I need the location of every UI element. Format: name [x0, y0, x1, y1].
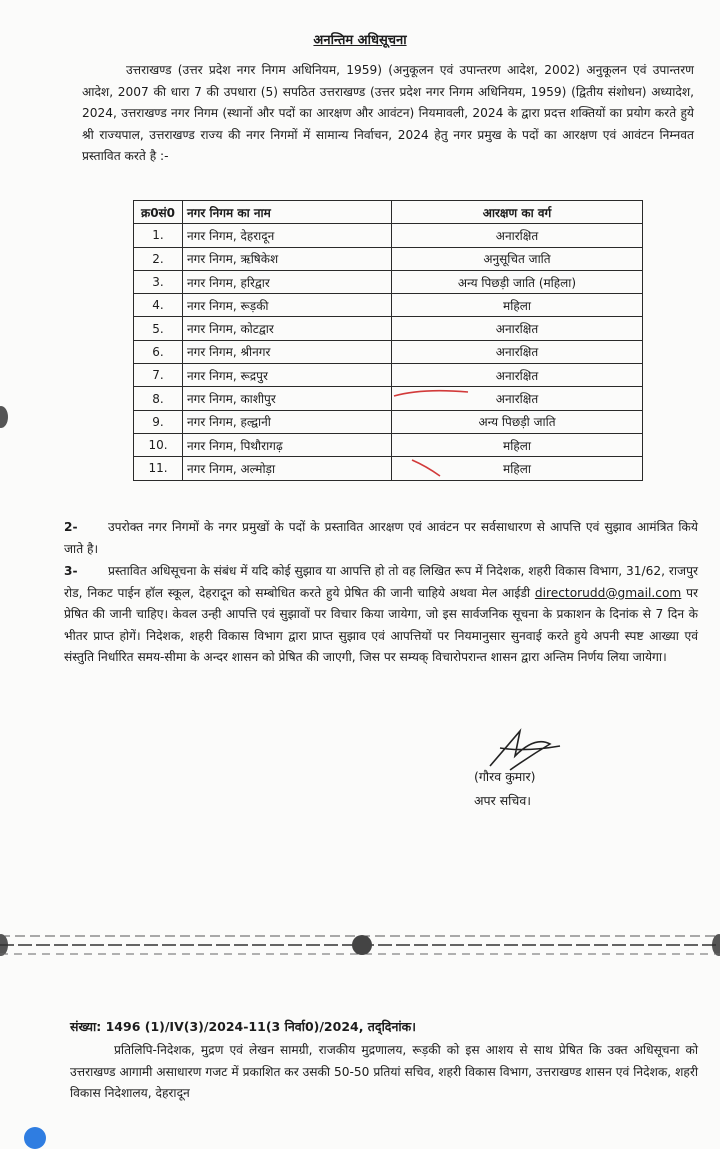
table-row [134, 270, 643, 293]
table-row [134, 433, 643, 456]
row-serial: 5. [134, 317, 183, 340]
paragraph-3-text-after: पर प्रेषित की जानी चाहिए। केवल उन्ही आपत्ति एवं सुझावों पर विचार किया जायेगा, जो इस सार्वजनिक सूचना के प्रकाशन के दिनांक से 7 दिन के भीतर प्राप्त होगें। निदेशक, शहरी विकास विभाग द्वारा प्राप्त सुझाव एवं आपत्तियों पर नियमानुसार सुनवाई करते हुये अपनी स्पष्ट आख्या एवं संस्तुति निर्धारित समय-सीमा के अन्दर शासन को प्रेषित की जाएगी, जिस पर सम्यक् विचारोपरान्त शासन द्वारा अन्तिम निर्णय लिया जायेगा। [64, 585, 699, 665]
row-name: नगर निगम, रूड़की [183, 294, 392, 317]
table-header-row [134, 201, 643, 224]
row-category: अनारक्षित [392, 364, 643, 387]
row-category: अनारक्षित [392, 340, 643, 363]
row-category: महिला [392, 457, 643, 480]
table-row [134, 317, 643, 340]
table-row [134, 224, 643, 247]
paragraph-3-number: 3- [64, 564, 78, 578]
row-name: नगर निगम, अल्मोड़ा [183, 457, 392, 480]
intro-paragraph: उत्तराखण्ड (उत्तर प्रदेश नगर निगम अधिनियम, 1959) (अनुकूलन एवं उपान्तरण आदेश, 2002) अनुकूलन एवं उपान्तरण आदेश, 2007 की धारा 7 की उपधारा (5) सपठित उत्तराखण्ड (उत्तर प्रदेश नगर निगम अधिनियम, 1959) (द्वितीय संशोधन) अध्यादेश, 2024, उत्तराखण्ड नगर निगम (स्थानों और पदों का आरक्षण और आवंटन) नियमावली, 2024 के द्वारा प्रदत्त शक्तियों का प्रयोग करते हुये श्री राज्यपाल, उत्तराखण्ड राज्य की नगर निगमों में सामान्य निर्वाचन, 2024 हेतु नगर प्रमुख के पदों का आरक्षण एवं आवंटन निम्नवत प्रस्तावित करते है :- [82, 63, 694, 164]
row-category: अन्य पिछड़ी जाति (महिला) [392, 270, 643, 293]
row-name: नगर निगम, कोटद्वार [183, 317, 392, 340]
row-name: नगर निगम, ऋषिकेश [183, 247, 392, 270]
table-row [134, 247, 643, 270]
row-serial: 1. [134, 224, 183, 247]
table-row [134, 340, 643, 363]
row-category: अनारक्षित [392, 387, 643, 410]
row-category: अनारक्षित [392, 317, 643, 340]
paragraph-3-text-before: प्रस्तावित अधिसूचना के संबंध में यदि कोई सुझाव या आपत्ति हो तो वह लिखित रूप में निदेशक, शहरी विकास विभाग, 31/62, राजपुर रोड, निकट पाईन हॉल स्कूल, देहरादून को सम्बोधित करते हुये प्रेषित की जानी चाहिये अथवा मेल आईडी [64, 564, 698, 600]
email-link[interactable]: directorudd@gmail.com [534, 585, 682, 600]
header-serial: क्र0सं0 [134, 201, 183, 224]
table-row [134, 410, 643, 433]
paragraph-2-number: 2- [64, 520, 78, 534]
row-serial: 2. [134, 247, 183, 270]
row-serial: 3. [134, 270, 183, 293]
row-name: नगर निगम, हल्द्वानी [183, 410, 392, 433]
header-category: आरक्षण का वर्ग [392, 201, 643, 224]
row-category: महिला [392, 294, 643, 317]
row-name: नगर निगम, पिथौरागढ़ [183, 433, 392, 456]
red-pen-tick [408, 456, 448, 480]
table-row [134, 294, 643, 317]
reservation-table [133, 200, 643, 481]
row-name: नगर निगम, श्रीनगर [183, 340, 392, 363]
row-serial: 6. [134, 340, 183, 363]
reference-number: संख्या: 1496 (1)/IV(3)/2024-11(3 निर्वा0)/2024, तद्‌दिनांक। [70, 1019, 416, 1034]
row-category: अनारक्षित [392, 224, 643, 247]
row-name: नगर निगम, हरिद्वार [183, 270, 392, 293]
row-name: नगर निगम, देहरादून [183, 224, 392, 247]
header-name: नगर निगम का नाम [183, 201, 392, 224]
row-name: नगर निगम, काशीपुर [183, 387, 392, 410]
page-fold-divider [0, 930, 720, 960]
row-serial: 7. [134, 364, 183, 387]
floating-action-icon[interactable] [24, 1127, 46, 1149]
row-serial: 11. [134, 457, 183, 480]
row-serial: 8. [134, 387, 183, 410]
row-category: अन्य पिछड़ी जाति [392, 410, 643, 433]
row-category: अनुसूचित जाति [392, 247, 643, 270]
paragraph-2 [64, 517, 698, 560]
row-name: नगर निगम, रूद्रपुर [183, 364, 392, 387]
copy-forward-paragraph: प्रतिलिपि-निदेशक, मुद्रण एवं लेखन सामग्री, राजकीय मुद्रणालय, रूड़की को इस आशय से साथ प्रेषित कि उक्त अधिसूचना को उत्तराखण्ड आगामी असाधारण गजट में प्रकाशित कर उसकी 50-50 प्रतियां सचिव, शहरी विकास विभाग, उत्तराखण्ड शासन एवं निदेशक, शहरी विकास निदेशालय, देहरादून [70, 1043, 698, 1101]
table-row [134, 364, 643, 387]
notice-title: अनन्तिम अधिसूचना [313, 33, 407, 48]
table-body [134, 224, 643, 480]
row-serial: 4. [134, 294, 183, 317]
row-serial: 10. [134, 433, 183, 456]
red-pen-mark [392, 384, 472, 404]
paragraph-3 [64, 561, 698, 669]
signatory-name: (गौरव कुमार) [474, 769, 536, 784]
row-serial: 9. [134, 410, 183, 433]
page-edge-dot [0, 406, 8, 428]
signatory-designation: अपर सचिव। [474, 793, 532, 808]
table-row [134, 457, 643, 480]
table-row [134, 387, 643, 410]
row-category: महिला [392, 433, 643, 456]
paragraph-2-text: उपरोक्त नगर निगमों के नगर प्रमुखों के पदों के प्रस्तावित आरक्षण एवं आवंटन पर सर्वसाधारण से आपत्ति एवं सुझाव आमंत्रित किये जाते है। [64, 520, 698, 556]
